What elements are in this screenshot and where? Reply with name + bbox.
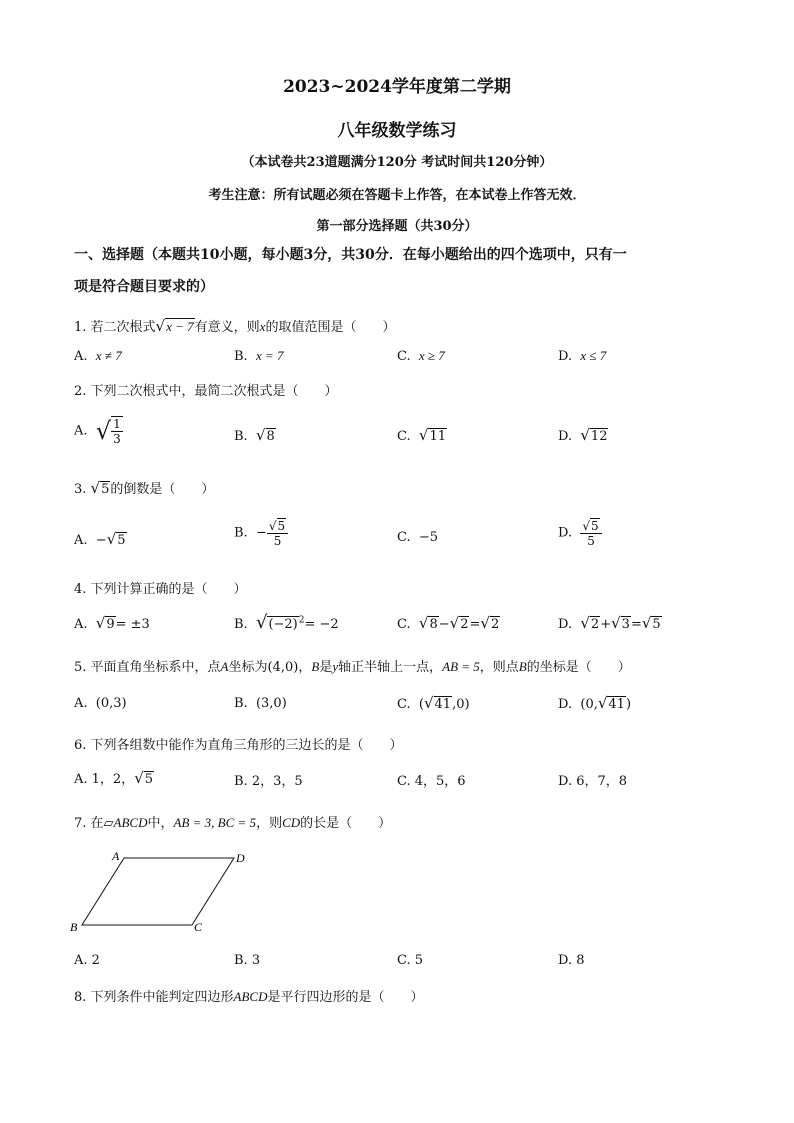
q5-option-a[interactable]: A. (0,3)	[74, 696, 127, 711]
q5-option-b[interactable]: B. (3,0)	[234, 696, 287, 711]
vertex-label-a: A	[112, 849, 120, 863]
exam-title: 2023~2024学年度第二学期	[283, 77, 511, 97]
q1-option-a[interactable]: A. x ≠ 7	[74, 348, 122, 364]
q4-option-d[interactable]: D. √2+√3=√5	[558, 614, 661, 632]
q1-option-d[interactable]: D. x ≤ 7	[558, 348, 607, 364]
question-2: 2. 下列二次根式中，最简二次根式是（ ）	[74, 384, 338, 399]
exam-subtitle: 八年级数学练习	[337, 121, 457, 141]
q4-option-b[interactable]: B. $√(-2)^2= -2$	[234, 612, 339, 633]
section-heading-line2: 项是符合题目要求的）	[74, 279, 214, 295]
exam-notice: 考生注意：所有试题必须在答题卡上作答，在本试卷上作答无效．	[208, 188, 586, 203]
q6-option-a[interactable]: A. 1，2，√5	[74, 769, 154, 787]
q2-option-d[interactable]: D. √12	[558, 426, 608, 444]
question-3: 3. √5的倒数是（ ）	[74, 479, 215, 497]
vertex-label-c: C	[194, 920, 203, 934]
question-4: 4. 下列计算正确的是（ ）	[74, 582, 247, 597]
q2-option-a[interactable]: A. √ $\frac{1}{3}$	[74, 417, 121, 446]
q6-option-c[interactable]: C. 4，5，6	[397, 774, 466, 789]
q1-option-c[interactable]: C. x ≥ 7	[397, 348, 445, 364]
q5-option-c[interactable]: C. (√41,0)	[397, 694, 470, 712]
question-7: 7. 在▱ABCD中，AB = 3, BC = 5，则CD的长是（ ）	[74, 815, 392, 831]
q4-option-c[interactable]: C. √8−√2=√2	[397, 614, 500, 632]
q6-option-d[interactable]: D. 6，7，8	[558, 774, 628, 789]
q2-option-b[interactable]: B. √8	[234, 426, 275, 444]
question-8: 8. 下列条件中能判定四边形ABCD是平行四边形的是（ ）	[74, 989, 424, 1005]
q3-option-d[interactable]: D. $\frac{√5}{5}$	[558, 518, 602, 548]
q3-option-c[interactable]: C. −5	[397, 530, 439, 545]
question-5: 5. 平面直角坐标系中，点A坐标为(4,0)，B是y轴正半轴上一点，AB = 5，则点B的坐标是（ ）	[74, 659, 631, 675]
vertex-label-d: D	[236, 851, 245, 865]
parallelogram-figure	[66, 846, 256, 938]
section-heading-line1: 一、选择题（本题共10小题，每小题3分，共30分．在每小题给出的四个选项中，只有一	[74, 247, 627, 263]
exam-info: （本试卷共23道题满分120分 考试时间共120分钟）	[241, 155, 553, 170]
parallelogram-shape	[82, 858, 234, 925]
question-6: 6. 下列各组数中能作为直角三角形的三边长的是（ ）	[74, 738, 403, 753]
question-1: 1. 若二次根式√x − 7有意义，则x的取值范围是（ ）	[74, 317, 396, 335]
vertex-label-b: B	[70, 920, 78, 934]
q5-option-d[interactable]: D. (0,√41)	[558, 694, 632, 712]
q4-option-a[interactable]: A. √9= ±3	[74, 614, 150, 632]
q7-option-b[interactable]: B. 3	[234, 953, 261, 968]
q2-option-c[interactable]: C. √11	[397, 426, 446, 444]
q3-option-a[interactable]: A. −√5	[74, 530, 126, 548]
q7-option-c[interactable]: C. 5	[397, 953, 424, 968]
q6-option-b[interactable]: B. 2，3，5	[234, 774, 303, 789]
q7-option-a[interactable]: A. 2	[74, 953, 100, 968]
q1-option-b[interactable]: B. x = 7	[234, 348, 284, 364]
q3-option-b[interactable]: B. − $\frac{√5}{5}$	[234, 518, 288, 548]
q7-option-d[interactable]: D. 8	[558, 953, 585, 968]
part-heading: 第一部分选择题（共30分）	[316, 219, 478, 234]
